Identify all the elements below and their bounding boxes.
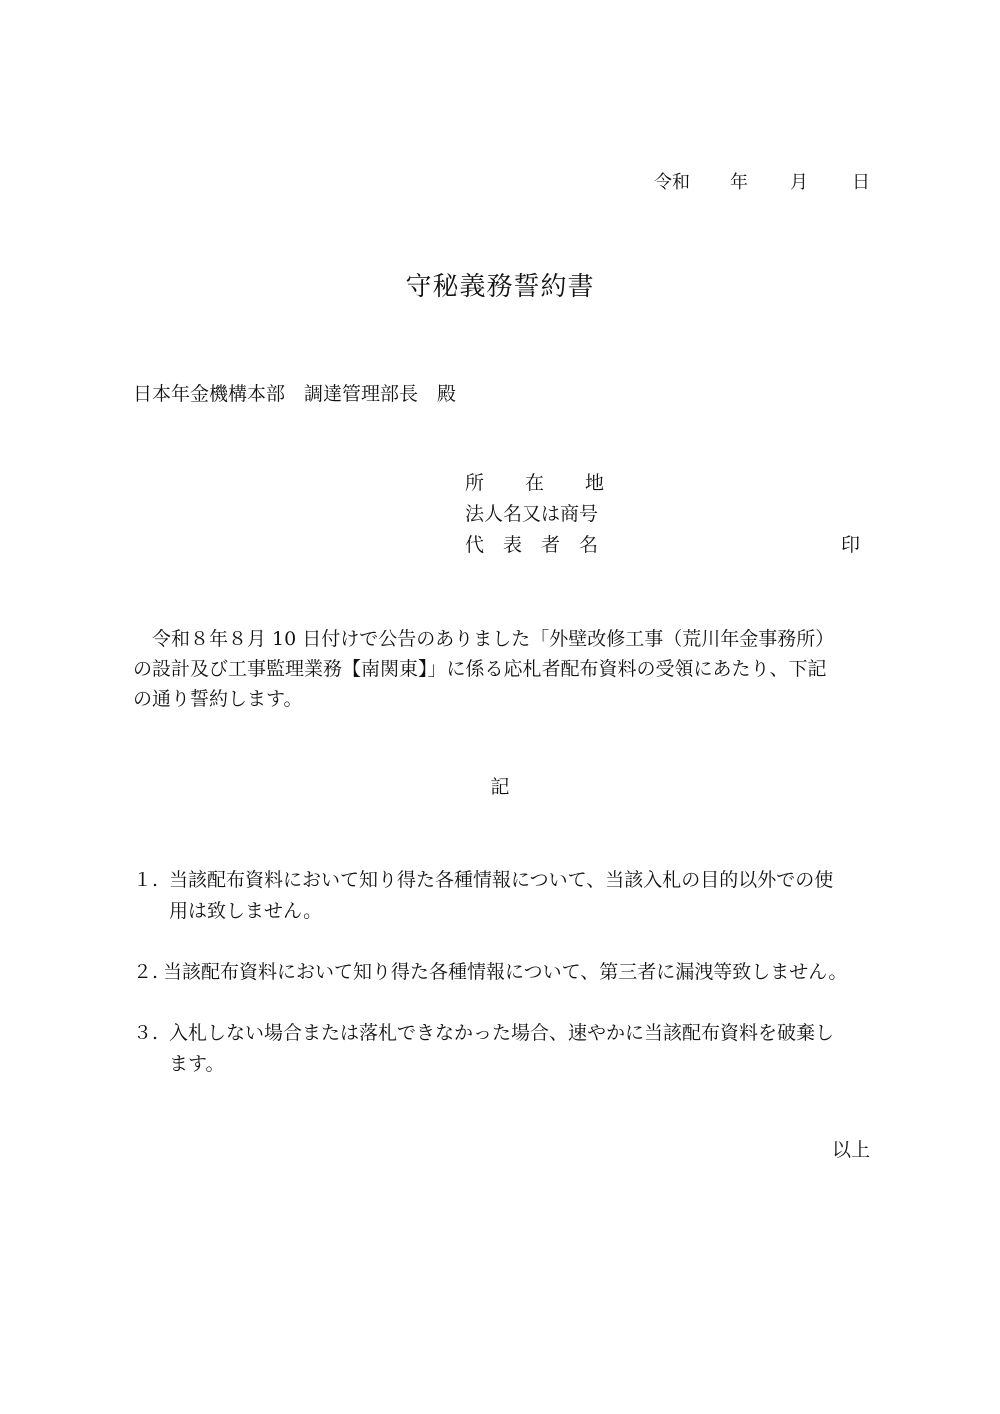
- date-era: 令和: [654, 172, 690, 193]
- addressee: 日本年金機構本部 調達管理部長 殿: [133, 383, 457, 405]
- representative-label: 代 表 者 名: [465, 534, 599, 556]
- pledge-item: [133, 957, 873, 988]
- date-day: 日: [852, 172, 870, 193]
- pledge-text-line: ます。: [169, 1053, 225, 1075]
- seal-mark: 印: [841, 534, 861, 556]
- pledge-text-line: 当該配布資料において知り得た各種情報について、第三者に漏洩等致しません。: [163, 961, 848, 983]
- date-year: 年: [730, 172, 748, 193]
- body-line: の設計及び工事監理業務【南関東】」に係る応札者配布資料の受領にあたり、下記: [133, 658, 827, 680]
- date-month: 月: [790, 172, 808, 193]
- pledge-number: １.: [133, 869, 159, 891]
- date-line: [654, 174, 870, 192]
- ki-heading: 記: [490, 776, 510, 798]
- body-line: の通り誓約します。: [133, 688, 303, 710]
- pledge-text-line: 入札しない場合または落札できなかった場合、速やかに当該配布資料を破棄し: [169, 1022, 835, 1044]
- pledge-text-line: 用は致しません。: [169, 900, 323, 922]
- document-title: 守秘義務誓約書: [405, 272, 595, 302]
- pledge-item: [133, 865, 873, 927]
- pledge-text-line: 当該配布資料において知り得た各種情報について、当該入札の目的以外での使: [169, 869, 834, 891]
- body-line: 令和８年８月 10 日付けで公告のありました「外壁改修工事（荒川年金事務所）: [133, 628, 835, 650]
- company-label: 法人名又は商号: [465, 503, 599, 525]
- closing-mark: 以上: [831, 1139, 870, 1161]
- pledge-number: ３.: [133, 1022, 159, 1044]
- pledge-item: [133, 1018, 873, 1080]
- body-paragraph: [133, 624, 873, 714]
- location-label: 所 在 地: [465, 472, 605, 494]
- pledge-number: ２.: [133, 961, 159, 983]
